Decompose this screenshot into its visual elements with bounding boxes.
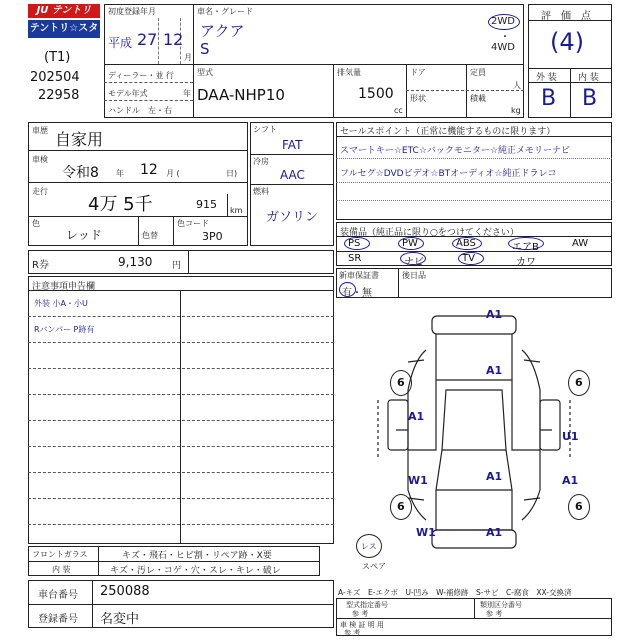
mileage-sub: 915 <box>196 198 217 211</box>
inspection-year-unit: 年 <box>116 169 124 178</box>
drive-4wd: 4WD <box>491 42 515 53</box>
model-year-label: モデル年式 <box>108 89 148 98</box>
cert-ref: 参 考 <box>344 629 361 637</box>
equip-ps: PS <box>348 238 361 249</box>
color-swap-label: 色替 <box>142 231 158 240</box>
ac-label: 冷房 <box>253 157 269 166</box>
notes-rule <box>28 472 334 473</box>
inspection-day-unit: 日) <box>226 169 238 178</box>
auction-code: (T1) <box>44 50 71 65</box>
model-label: 型式 <box>197 68 213 77</box>
displacement: 1500 <box>358 86 394 102</box>
mileage-unit: km <box>230 206 243 215</box>
inspection-month-unit: 月 ( <box>166 169 180 178</box>
recycle-label: R券 <box>32 260 49 271</box>
damage-left-door: A1 <box>408 410 425 423</box>
mileage-label: 走行 <box>32 187 48 196</box>
model-code: DAA-NHP10 <box>197 86 285 104</box>
chassis-number: 250088 <box>100 584 150 599</box>
color-code: 3P0 <box>202 230 223 243</box>
grade-score: (4) <box>550 28 584 56</box>
equip-airbag: エアB <box>512 242 539 253</box>
front-glass-label: フロントガラス <box>32 550 88 559</box>
spec-number-label: 型式指定番号 <box>346 601 388 609</box>
reg-number: 名変中 <box>100 612 140 627</box>
damage-front-bumper: A1 <box>486 308 503 321</box>
mileage-main: 4万 5千 <box>88 194 153 215</box>
lot-number-2: 22958 <box>38 88 80 103</box>
class-number-label: 類別区分番号 <box>480 601 522 609</box>
warranty-value: 有・無 <box>342 288 372 299</box>
equip-navi: ナビ <box>404 257 424 268</box>
shift-label: シフト <box>253 125 277 134</box>
color-code-label: 色コード <box>177 219 209 228</box>
notes-rule <box>28 524 334 525</box>
exterior-label: 外 装 <box>536 73 557 83</box>
damage-left-rear: W1 <box>408 474 428 487</box>
damage-trunk: A1 <box>486 526 503 539</box>
capacity-unit: 人 <box>513 81 521 90</box>
door-label: ドア <box>410 68 426 77</box>
notes-rule <box>28 342 334 343</box>
grade-label: 評 価 点 <box>541 11 591 22</box>
notes-line-1: 外装 小A・小U <box>34 299 88 308</box>
recycle-unit: 円 <box>172 261 182 271</box>
warranty-label: 新車保証書 <box>339 271 379 280</box>
equip-leather: カワ <box>516 257 536 268</box>
inspection-era: 令和8 <box>62 165 99 181</box>
drive-2wd: 2WD <box>491 16 515 27</box>
equip-tv: TV <box>462 253 475 264</box>
lot-number-1: 202504 <box>30 70 80 85</box>
category: 自家用 <box>55 130 104 149</box>
notes-rule <box>28 446 334 447</box>
damage-right-door: U1 <box>562 430 579 443</box>
inspection-month: 12 <box>140 162 158 178</box>
car-name: アクア <box>200 22 245 40</box>
interior-label: 内 装 <box>578 73 599 83</box>
month-unit: 月 <box>184 53 192 62</box>
damage-legend: A-キズ E-エクボ U-凹み W-補修跡 S-サビ C-腐食 XX-交換済 <box>338 588 572 597</box>
equip-aw: AW <box>572 238 589 249</box>
equip-sr: SR <box>348 253 362 264</box>
reg-era: 平成 <box>108 36 133 50</box>
reg-month: 12 <box>163 30 184 49</box>
inspection-label: 車検 <box>32 155 48 164</box>
logo-bottom: テントリ☆スター <box>28 20 100 38</box>
reg-label: 登録番号 <box>38 614 78 625</box>
handle-label: ハンドル 左・右 <box>108 106 172 115</box>
notes-rule <box>28 394 334 395</box>
ac: AAC <box>280 168 305 182</box>
damage-right-rear: A1 <box>562 474 579 487</box>
selling-point-1: スマートキー☆ETC☆バックモニター☆純正メモリーナビ <box>340 146 570 156</box>
interior-cond-value: キズ・汚レ・コゲ・穴・スレ・キレ・破レ <box>110 566 281 576</box>
interior-cond-label: 内 装 <box>52 565 71 574</box>
displacement-label: 排気量 <box>337 68 361 77</box>
logo <box>28 4 100 52</box>
exterior-score: B <box>541 86 557 111</box>
cert-label: 車 検 証 明 用 <box>340 621 384 629</box>
equip-abs: ABS <box>456 238 476 249</box>
damage-rear-left-wheel: 6 <box>397 500 405 513</box>
grade-name: S <box>200 40 210 58</box>
interior-score: B <box>582 86 598 111</box>
equip-pw: PW <box>402 238 418 249</box>
color-label: 色 <box>32 219 40 228</box>
notes-rule <box>28 498 334 499</box>
damage-rear-right-wheel: 6 <box>575 500 583 513</box>
load-label: 積載 <box>470 94 486 103</box>
name-label: 車名・グレード <box>197 7 253 16</box>
load-unit: kg <box>511 106 521 115</box>
fuel-label: 燃料 <box>253 187 269 196</box>
damage-roof: A1 <box>486 470 503 483</box>
damage-front-left-wheel: 6 <box>397 376 405 389</box>
front-glass-value: キズ・飛石・ヒビ割・リペア跡・X要 <box>122 551 272 561</box>
color: レッド <box>66 228 102 242</box>
selling-points-title: セールスポイント（正常に機能するものに限ります） <box>340 127 556 137</box>
spare-label: スペア <box>362 562 386 571</box>
notes-rule <box>28 368 334 369</box>
next-reg-label: 後日品 <box>402 271 426 280</box>
chassis-label: 車台番号 <box>38 590 78 601</box>
reg-year: 27 <box>137 30 158 49</box>
notes-rule <box>28 316 334 317</box>
recycle-amount: 9,130 <box>118 255 153 269</box>
shift: FAT <box>282 138 303 152</box>
shape-label: 形状 <box>410 94 426 103</box>
notes-title: 注意事項申告欄 <box>32 282 96 292</box>
equipment-title: 装備品（純正品に限り○をつけてください） <box>340 228 519 238</box>
notes-rule <box>28 420 334 421</box>
drive-dot: ・ <box>500 32 510 43</box>
model-year-unit: 年 <box>183 89 191 98</box>
damage-front-right-wheel: 6 <box>575 376 583 389</box>
fuel: ガソリン <box>266 210 319 225</box>
damage-hood: A1 <box>486 364 503 377</box>
notes-line-2: Rバンパー P跡有 <box>34 325 95 334</box>
spare-status: レス <box>361 542 377 551</box>
dealer-label: ディーラー・並 行 <box>108 71 174 80</box>
damage-rear-left-quarter: W1 <box>416 526 436 539</box>
displacement-unit: cc <box>394 106 403 115</box>
category-label: 車歴 <box>32 126 48 135</box>
selling-point-2: フルセグ☆DVDビデオ☆BTオーディオ☆純正ドラレコ <box>340 169 557 179</box>
logo-top: JU テントリ <box>28 4 100 18</box>
first-reg-label: 初度登録年月 <box>108 7 156 16</box>
class-ref: 参 考 <box>486 610 503 618</box>
capacity-label: 定員 <box>470 68 486 77</box>
spec-ref: 参 考 <box>352 610 369 618</box>
